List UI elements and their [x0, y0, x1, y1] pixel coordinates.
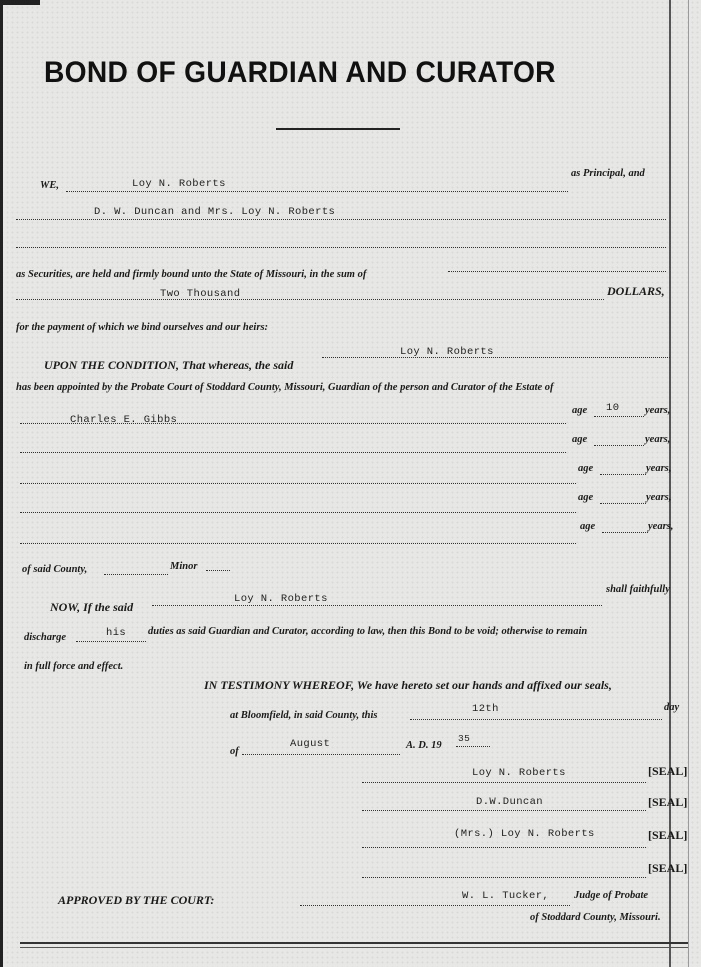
as-securities-label: as Securities, are held and firmly bound unto the State of Missouri, in the sum of	[16, 269, 367, 280]
sum-line	[16, 299, 604, 300]
day-value: 12th	[472, 703, 499, 715]
seal-label-2: [SEAL]	[648, 795, 688, 809]
title-underline	[276, 128, 400, 130]
as-principal-label: as Principal, and	[571, 168, 645, 179]
scan-edge-corner	[0, 0, 40, 5]
testimony-clause: IN TESTIMONY WHEREOF, We have hereto set our hands and affixed our seals,	[204, 678, 612, 692]
said-name: Loy N. Roberts	[400, 346, 494, 358]
minor-line	[206, 570, 230, 571]
shall-faithfully-label: shall faithfully	[606, 584, 670, 595]
ward-line-4	[20, 512, 576, 513]
approved-label: APPROVED BY THE COURT:	[58, 893, 215, 907]
bottom-rule-thin	[20, 947, 688, 948]
appointed-clause: has been appointed by the Probate Court of Stoddard County, Missouri, Guardian of the person and Curator of the Estate of	[16, 382, 554, 393]
we-label: WE,	[40, 180, 59, 191]
signature-line-1	[362, 782, 646, 783]
judge-line	[300, 905, 570, 906]
bottom-rule	[20, 942, 688, 944]
payment-clause: for the payment of which we bind ourselves and our heirs:	[16, 322, 269, 333]
pronoun: his	[106, 627, 127, 639]
age-line-5	[602, 532, 648, 533]
years-label-1: years,	[645, 405, 671, 416]
age-label-4: age	[578, 492, 594, 503]
full-force-clause: in full force and effect.	[24, 661, 124, 672]
year-line	[456, 746, 490, 747]
ward-age: 10	[606, 402, 620, 414]
age-line-3	[600, 474, 646, 475]
securities-names: D. W. Duncan and Mrs. Loy N. Roberts	[94, 206, 336, 218]
month-value: August	[290, 738, 331, 750]
scan-edge-right	[669, 0, 671, 967]
years-label-2: years,	[645, 434, 671, 445]
scan-edge-right-faint	[688, 0, 689, 967]
principal-name: Loy N. Roberts	[132, 178, 226, 190]
age-line-2	[594, 445, 644, 446]
county-line	[104, 574, 168, 575]
years-label-5: years,	[648, 521, 674, 532]
signature-line-3	[362, 847, 646, 848]
document-title: BOND OF GUARDIAN AND CURATOR	[44, 56, 556, 89]
age-label-3: age	[578, 463, 594, 474]
now-said-name: Loy N. Roberts	[234, 593, 328, 605]
of-said-county-label: of said County,	[22, 564, 88, 575]
age-line-1	[594, 416, 644, 417]
seal-label-3: [SEAL]	[648, 828, 688, 842]
month-line	[242, 754, 400, 755]
signature-line-4	[362, 877, 646, 878]
duties-clause: duties as said Guardian and Curator, according to law, then this Bond to be void; otherwise to remain	[148, 626, 588, 637]
scan-edge-left	[0, 0, 3, 967]
discharge-label: discharge	[24, 632, 66, 643]
now-if-label: NOW, If the said	[50, 600, 134, 614]
year-value: 35	[458, 733, 471, 744]
judge-label: Judge of Probate	[574, 890, 649, 901]
principal-line	[66, 191, 568, 192]
age-label-1: age	[572, 405, 588, 416]
judge-name: W. L. Tucker,	[462, 890, 550, 902]
signature-line-2	[362, 810, 646, 811]
signature-2: D.W.Duncan	[476, 796, 544, 808]
signature-1: Loy N. Roberts	[472, 767, 566, 779]
sum-line-a	[448, 271, 666, 272]
said-line	[322, 357, 670, 358]
county-label: of Stoddard County, Missouri.	[530, 912, 661, 923]
sum-amount: Two Thousand	[160, 288, 241, 300]
age-line-4	[600, 503, 646, 504]
age-label-2: age	[572, 434, 588, 445]
minor-label: Minor	[170, 561, 198, 572]
of-label: of	[230, 746, 239, 757]
years-label-3: years,	[646, 463, 672, 474]
ward-name: Charles E. Gibbs	[70, 414, 178, 426]
seal-label-1: [SEAL]	[648, 764, 688, 778]
pronoun-line	[76, 641, 146, 642]
age-label-5: age	[580, 521, 596, 532]
ward-line-3	[20, 483, 576, 484]
ward-line-5	[20, 543, 576, 544]
dollars-label: DOLLARS,	[607, 284, 665, 298]
securities-line	[16, 219, 666, 220]
now-said-line	[152, 605, 602, 606]
ad-label: A. D. 19	[406, 740, 442, 751]
securities-line-2	[16, 247, 666, 248]
upon-condition-label: UPON THE CONDITION, That whereas, the said	[44, 358, 294, 372]
at-bloomfield-label: at Bloomfield, in said County, this	[230, 710, 378, 721]
day-label: day	[664, 702, 680, 713]
years-label-4: years,	[646, 492, 672, 503]
day-line	[410, 719, 662, 720]
signature-3: (Mrs.) Loy N. Roberts	[454, 828, 595, 840]
ward-line-2	[20, 452, 566, 453]
seal-label-4: [SEAL]	[648, 861, 688, 875]
